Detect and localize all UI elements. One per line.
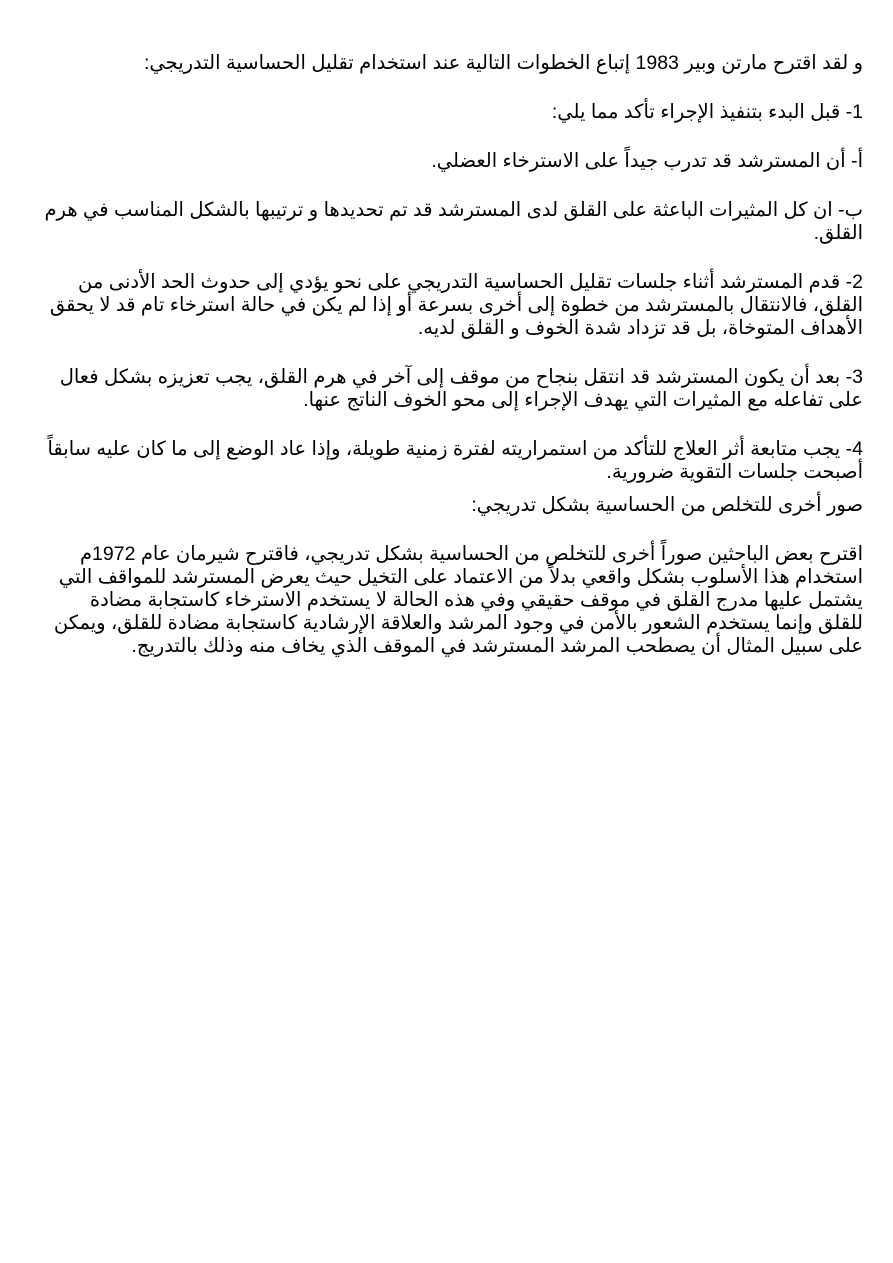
step-4-paragraph: 4- يجب متابعة أثر العلاج للتأكد من استمراريته لفترة زمنية طويلة، وإذا عاد الوضع إلى ما كان عليه سابقاً أصبحت جلسات التقوية ضرورية.	[47, 438, 863, 483]
other-forms-paragraph: اقترح بعض الباحثين صوراً أخرى للتخلص من الحساسية بشكل تدريجي، فاقترح شيرمان عام 1972م استخدام هذا الأسلوب بشكل واقعي بدلاً من الاعتماد على التخيل حيث يعرض المسترشد للمواقف التي يشتمل عليها مدرج القلق في موقف حقيقي وفي هذه الحالة لا يستخدم الاسترخاء كاستجابة مضادة للقلق وإنما يستخدم الشعور بالأمن في وجود المرشد والعلاقة الإرشادية كاستجابة مضادة للقلق، ويمكن على سبيل المثال أن يصطحب المرشد المسترشد في الموقف الذي يخاف منه وذلك بالتدريج.	[53, 543, 863, 657]
step-1-item-a: أ- أن المسترشد قد تدرب جيداً على الاسترخاء العضلي.	[431, 150, 863, 172]
document-body	[40, 52, 863, 658]
step-1-heading: 1- قبل البدء بتنفيذ الإجراء تأكد مما يلي:	[551, 101, 863, 123]
step-1-item-b: ب- ان كل المثيرات الباعثة على القلق لدى المسترشد قد تم تحديدها و ترتيبها بالشكل المناسب في هرم القلق.	[44, 199, 863, 244]
step-3-paragraph: 3- بعد أن يكون المسترشد قد انتقل بنجاح من موقف إلى آخر في هرم القلق، يجب تعزيزه بشكل فعال على تفاعله مع المثيرات التي يهدف الإجراء إلى محو الخوف الناتج عنها.	[59, 366, 863, 411]
intro-paragraph: و لقد اقترح مارتن وبير 1983 إتباع الخطوات التالية عند استخدام تقليل الحساسية التدريجي:	[143, 52, 863, 74]
step-2-paragraph: 2- قدم المسترشد أثناء جلسات تقليل الحساسية التدريجي على نحو يؤدي إلى حدوث الحد الأدنى من القلق، فالانتقال بالمسترشد من خطوة إلى أخرى بسرعة أو إذا لم يكن في حالة استرخاء تام قد لا يحقق الأهداف المتوخاة، بل قد تزداد شدة الخوف و القلق لديه.	[49, 271, 863, 339]
other-forms-heading: صور أخرى للتخلص من الحساسية بشكل تدريجي:	[471, 494, 863, 516]
